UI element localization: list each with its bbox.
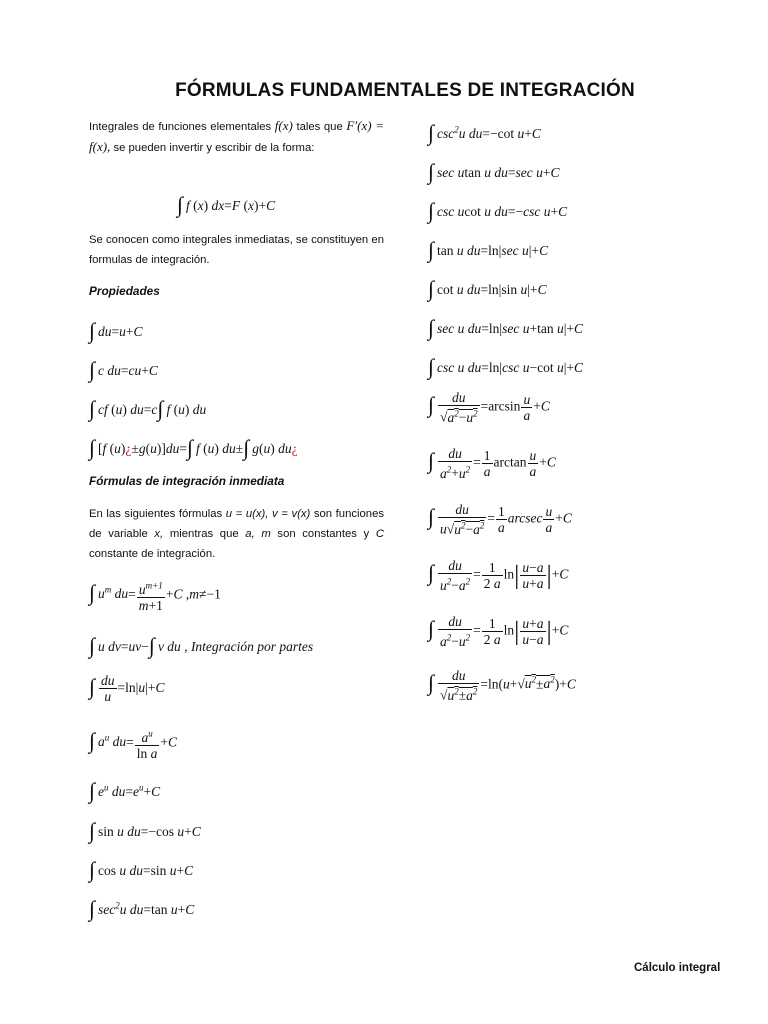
formula-exp-a: ∫ $a^u$ du= $\frac{a^u}{\text{ln a}}$ +C — [89, 728, 178, 761]
formula-sec: ∫ sec u du=ln|sec u+tan u|+C — [428, 315, 584, 340]
formula-ln: ∫ $\frac{du}{u}$ =ln|u|+C — [89, 673, 165, 705]
formula-exp-e: ∫ $e^u$ $du=e^u+C$ — [89, 778, 161, 803]
formula-power: ∫ $u^m$ du= $\frac{u^{m+1}}{m+1}$ +C ,m≠−1 — [89, 580, 221, 613]
formula-sec2: ∫ $\sec^2u$ du=tan u+C — [89, 896, 195, 921]
formula-arctan: ∫ $\frac{du}{a^2+u^2}$ = $\frac{1}{a}$ arctan $\frac{u}{a}$ +C — [428, 446, 556, 481]
propiedades-heading: Propiedades — [89, 284, 160, 298]
intro2-paragraph: Se conocen como integrales inmediatas, se constituyen en formulas de integración. — [89, 234, 384, 266]
page-title: FÓRMULAS FUNDAMENTALES DE INTEGRACIÓN — [175, 80, 635, 101]
formula-cos: ∫ cos u du=sin u+C — [89, 857, 194, 882]
formula-ln-frac-1: ∫ $\frac{du}{u^2-a^2}$ = $\frac{1}{2 a}$ ln| $\frac{u-a}{u+a}$ |+C — [428, 558, 569, 593]
formula-ln-frac-2: ∫ $\frac{du}{a^2-u^2}$ = $\frac{1}{2 a}$ ln| $\frac{u+a}{u-a}$ |+C — [428, 614, 569, 649]
formula-prop-4: ∫ [f (u)¿±g(u)]du=∫ f (u) du±∫ g(u) du¿ — [89, 435, 298, 460]
footer: Cálculo integral — [634, 962, 721, 974]
intro-paragraph: Integrales de funciones elementales f(x) tales que F′(x) = f(x), se pueden invertir y escribir de la forma: — [89, 118, 385, 154]
formula-csc-cot: ∫ csc ucot u du=−csc u+C — [428, 198, 568, 223]
formula-csc2: ∫ $\csc^2u$ du=−cot u+C — [428, 120, 541, 145]
formula-prop-3: ∫ cf (u) du=c∫ f (u) du — [89, 396, 207, 421]
formula-partes: ∫ u dv=uv−∫ v du , Integración por partes — [89, 633, 314, 658]
formula-ln-sqrt: ∫ $\frac{du}{√u^2\pm a^2}$ $=\ln(u+√u^2\pm a^2)+C$ — [428, 668, 576, 703]
formula-sec-tan: ∫ sec utan u du=sec u+C — [428, 159, 560, 184]
inmediata-heading: Fórmulas de integración inmediata — [89, 474, 285, 488]
formula-tan: ∫ tan u du=ln|sec u|+C — [428, 237, 549, 262]
formula-prop-2: ∫ c du=cu+C — [89, 357, 158, 382]
formula-arcsin: ∫ $\frac{du}{√a^2-u^2}$ =arcsin $\frac{u}{a}$ +C — [428, 390, 550, 425]
formula-arcsec: ∫ $\frac{du}{u√u^2-a^2}$ = $\frac{1}{a}$ arcsec $\frac{u}{a}$ +C — [428, 502, 572, 537]
formula-prop-1: ∫ du=u+C — [89, 318, 143, 343]
formula-sin: ∫ sin u du=−cos u+C — [89, 818, 201, 843]
formula-basic: ∫ f (x) dx=F (x)+C — [177, 192, 276, 217]
formula-cot: ∫ cot u du=ln|sin u|+C — [428, 276, 547, 301]
para3: En las siguientes fórmulas u = u(x), v = v(x) son funciones de variable x, mientras que a, m son constantes y C constante de integración. — [89, 508, 385, 560]
formula-csc: ∫ csc u du=ln|csc u−cot u|+C — [428, 354, 584, 379]
